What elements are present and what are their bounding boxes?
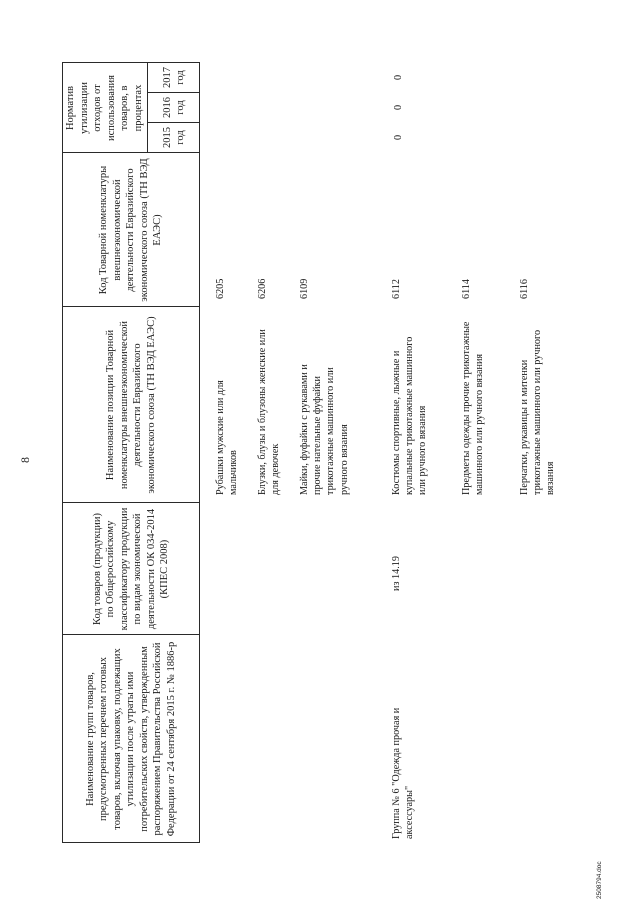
header-year-2016: 2016 год — [161, 97, 186, 118]
document-code: 2508794.doc — [596, 861, 603, 899]
row-tnved-position: Блузки, блузы и блузоны женские или для девочек — [257, 329, 282, 495]
row-tnved-code: 6206 — [257, 278, 268, 299]
header-group-name: Наименование групп товаров, предусмотренных перечнем готовых товаров, включая упаковку, подлежащих утилизации после утраты ими потребительских свойств, утвержденным распоряжением Правительства Российской Федерации от 24 сентября 2015 г. № 1886-р — [84, 641, 177, 837]
row-group-name: Группа № 6 "Одежда прочая и аксессуары" — [391, 707, 416, 839]
row-tnved-code: 6205 — [215, 278, 226, 299]
header-norm: Норматив утилизации отходов от использования товаров, в процентах — [65, 75, 144, 141]
header-divider-4 — [62, 152, 200, 153]
header-year-2017: 2017 год — [161, 67, 186, 88]
row-norm-2015: 0 — [393, 134, 404, 140]
row-tnved-code: 6116 — [519, 279, 530, 299]
row-tnved-position: Майки, фуфайки с рукавами и прочие нательные фуфайки трикотажные машинного или ручного вязания — [299, 364, 350, 495]
header-left-border — [62, 842, 200, 843]
header-year-2015: 2015 год — [161, 127, 186, 148]
page-number: 8 — [18, 457, 32, 463]
norm-subheader-border — [147, 63, 148, 153]
row-tnved-position: Предметы одежды прочие трикотажные машинного или ручного вязания — [461, 321, 486, 495]
header-divider-3 — [62, 306, 200, 307]
row-tnved-code: 6112 — [391, 279, 402, 299]
header-divider-2 — [62, 502, 200, 503]
header-divider-1 — [62, 634, 200, 635]
year-divider-1 — [147, 122, 200, 123]
row-tnved-code: 6109 — [299, 278, 310, 299]
header-tnved-position: Наименование позиции Товарной номенклатуры внешнеэкономической деятельности Евразийского экономического союза (ТН ВЭД ЕАЭС) — [105, 316, 157, 494]
header-right-border — [62, 62, 200, 63]
row-tnved-position: Перчатки, рукавицы и митенки трикотажные машинного или ручного вязания — [519, 329, 557, 495]
row-tnved-code: 6114 — [461, 279, 472, 299]
year-divider-2 — [147, 92, 200, 93]
header-tnved-code: Код Товарной номенклатуры внешнеэкономической деятельности Евразийского экономического союза (ТН ВЭД ЕАЭС) — [98, 158, 164, 302]
row-tnved-position: Рубашки мужские или для мальчиков — [215, 380, 240, 495]
row-norm-2017: 0 — [393, 74, 404, 80]
row-tnved-position: Костюмы спортивные, лыжные и купальные трикотажные машинного или ручного вязания — [391, 336, 429, 495]
row-norm-2016: 0 — [393, 104, 404, 110]
header-okpd-code: Код товаров (продукции) по Общероссийскому классификатору продукции по видам экономической деятельности ОК 034-2014 (КПЕС 2008) — [91, 507, 170, 631]
row-okpd-code: из 14.19 — [391, 556, 402, 591]
